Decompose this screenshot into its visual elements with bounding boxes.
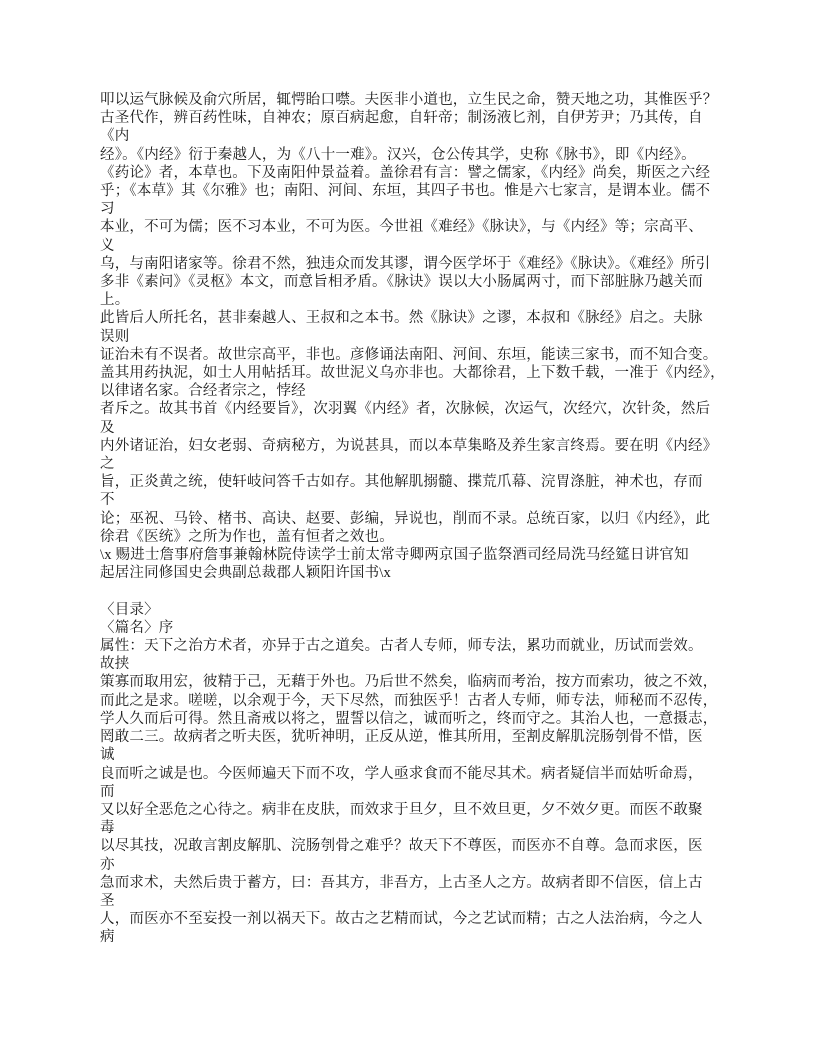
text-line: 病 [100, 929, 115, 946]
text-line: 论；巫祝、马铃、楮书、高诀、赵要、彭编，异说也，削而不录。总统百家，以归《内经》，此 [100, 510, 711, 527]
text-line: 本业，不可为儒；医不习本业，不可为医。今世祖《难经》《脉诀》，与《内经》等；宗高平、 [100, 219, 703, 236]
text-line: 《药论》者，本草也。下及南阳仲景益着。盖徐君有言：譬之儒家，《内经》尚矣，斯医之六经 [100, 164, 711, 181]
text-line: 而 [100, 783, 115, 800]
text-line: 又以好全恶危之心待之。病非在皮肤，而效求于旦夕，旦不效旦更，夕不效夕更。而医不敢聚 [100, 801, 703, 818]
text-line: 误则 [100, 328, 130, 345]
text-line: 乎；《本草》其《尔雅》也；南阳、河间、东垣，其四子书也。惟是六七家言，是谓本业。儒不 [100, 183, 711, 200]
text-line: 证治未有不误者。故世宗高平，非也。彦修诵法南阳、河间、东垣，能读三家书，而不知合变。 [100, 346, 718, 363]
text-line: 起居注同修国史会典副总裁郡人颖阳许国书\x [100, 565, 391, 582]
text-line: 亦 [100, 856, 115, 873]
text-line: 徐君《医统》之所为作也，盖有恒者之效也。 [100, 528, 394, 545]
text-line: 急而求术，夫然后贵于蓄方，曰：吾其方，非吾方，上古圣人之方。故病者即不信医，信上古 [100, 874, 703, 891]
text-line: 内外诸证治，妇女老弱、奇病秘方，为说甚具，而以本草集略及养生家言终焉。要在明《内经》 [100, 437, 718, 454]
text-line: 诚 [100, 747, 115, 764]
text-line: 以律诸名家。合经者宗之，悖经 [100, 383, 306, 400]
text-line: 旨，正炎黄之统，使轩岐问答千古如存。其他解肌搦髓、揲荒爪幕、浣胃涤脏，神术也，存而 [100, 474, 703, 491]
text-line: 〈目录〉 [100, 601, 159, 618]
text-line: 叩以运气脉候及俞穴所居，辄愕眙口噤。夫医非小道也，立生民之命，赞天地之功，其惟医乎？ [100, 92, 718, 108]
blank-line [100, 582, 728, 600]
text-line: 《内 [100, 128, 130, 145]
document-text-block [100, 91, 728, 947]
text-line: 及 [100, 419, 115, 436]
text-line: 以尽其技，况敢言割皮解肌、浣肠刳骨之难乎？故天下不尊医，而医亦不自尊。急而求医，医 [100, 838, 703, 855]
text-line: 之 [100, 456, 115, 473]
text-line: 罔敢二三。故病者之听夫医，犹听神明，正反从逆，惟其所用，至割皮解肌浣肠刳骨不惜，医 [100, 729, 703, 746]
text-line: 义 [100, 237, 115, 254]
text-line: 〈篇名〉序 [100, 619, 174, 636]
text-line: 乌，与南阳诸家等。徐君不然，独违众而发其谬，谓今医学坏于《难经》《脉诀》。《难经》所引 [100, 255, 711, 272]
text-line: 多非《素问》《灵枢》本文，而意旨相矛盾。《脉诀》误以大小肠属两寸，而下部脏脉乃越关而 [100, 274, 703, 291]
text-line: 策寡而取用宏，彼精于己，无藉于外也。乃后世不然矣，临病而考治，按方而索功，彼之不效， [100, 674, 718, 691]
text-line: 盖其用药执泥，如士人用帖括耳。故世泥义乌亦非也。大都徐君，上下数千载，一准于《内经》， [100, 365, 725, 382]
text-line: 经》。《内经》衍于秦越人，为《八十一难》。汉兴，仓公传其学，史称《脉书》，即《内经》。 [100, 146, 696, 163]
text-line: 不 [100, 492, 115, 509]
text-line: 属性：天下之治方术者，亦异于古之道矣。古者人专师，师专法，累功而就业，历试而尝效。 [100, 638, 703, 655]
text-line: 故挟 [100, 656, 130, 673]
text-line: 而此之是求。嗟嗟，以余观于今，天下尽然，而独医乎！古者人专师，师专法，师秘而不忍传， [100, 692, 718, 709]
text-line: 者斥之。故其书首《内经要旨》，次羽翼《内经》者，次脉候，次运气，次经穴，次针灸，然后 [100, 401, 711, 418]
text-line: 圣 [100, 892, 115, 909]
text-line: \x 赐进士詹事府詹事兼翰林院侍读学士前太常寺卿两京国子监祭酒司经局洗马经筵日讲官知 [100, 547, 689, 564]
text-line: 人，而医亦不至妄投一剂以祸天下。故古之艺精而试，今之艺试而精；古之人法治病，今之人 [100, 911, 703, 928]
text-line: 习 [100, 201, 115, 218]
text-line: 良而听之诚是也。今医师遍天下而不攻，学人亟求食而不能尽其术。病者疑信半而姑听命焉， [100, 765, 703, 782]
text-line: 毒 [100, 820, 115, 837]
text-line: 上。 [100, 292, 130, 309]
text-line: 古圣代作，辨百药性味，自神农；原百病起愈，自轩帝；制汤液匕剂，自伊芳尹；乃其传，自 [100, 110, 703, 127]
text-line: 此皆后人所托名，甚非秦越人、王叔和之本书。然《脉诀》之谬，本叔和《脉经》启之。夫脉 [100, 310, 703, 327]
text-line: 学人久而后可得。然且斋戒以将之，盟誓以信之，诚而听之，终而守之。其治人也，一意摄志， [100, 710, 718, 727]
